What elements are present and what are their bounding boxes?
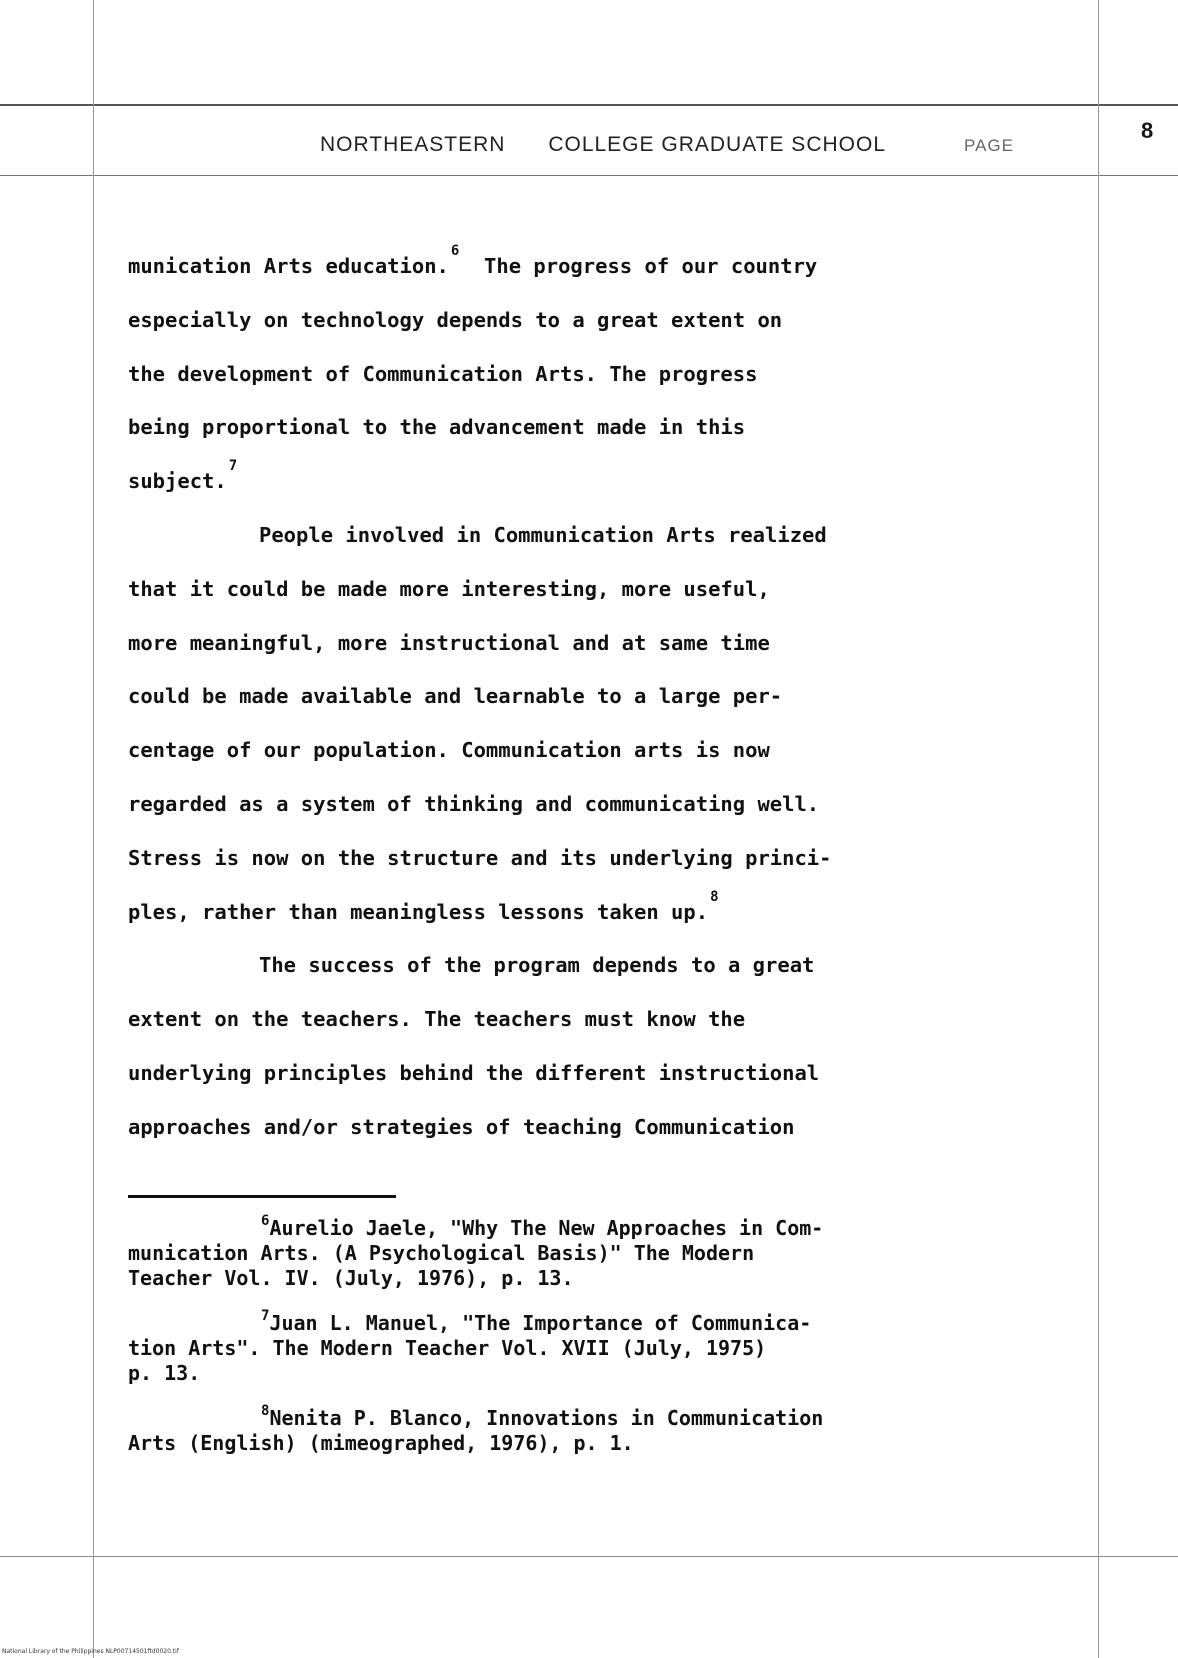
text-line-content: munication Arts education. xyxy=(128,254,449,278)
footnote-line xyxy=(128,1241,1098,1266)
body-text xyxy=(128,240,1098,1155)
text-line-content: being proportional to the advancement made in this xyxy=(128,415,746,440)
footnote-line xyxy=(128,1213,1098,1241)
text-line xyxy=(128,832,1098,886)
footnote-line xyxy=(128,1403,1098,1431)
page-number: 8 xyxy=(1141,118,1154,143)
footnote-line xyxy=(128,1308,1098,1336)
bottom-rule xyxy=(0,1556,1178,1557)
text-line-content: the development of Communication Arts. The progress xyxy=(128,361,758,386)
text-line xyxy=(128,886,1098,940)
text-line-content: approaches and/or strategies of teaching Communication xyxy=(128,1114,795,1139)
footnote-line-text: Juan L. Manuel, "The Importance of Communica- xyxy=(269,1311,812,1335)
footnote-line-text: p. 13. xyxy=(128,1361,201,1385)
footnote-line xyxy=(128,1361,1098,1386)
text-line xyxy=(128,240,1098,294)
text-line xyxy=(128,509,1098,563)
text-line-content: The success of the program depends to a great xyxy=(259,953,815,978)
footnote-line-text: Nenita P. Blanco, Innovations in Communication xyxy=(269,1406,824,1430)
footnote-6 xyxy=(128,1213,1098,1291)
scan-note: National Library of the Philippines NLP00714501ftd0020.tif xyxy=(2,1648,179,1655)
footnote-line-text: munication Arts. (A Psychological Basis)" The Modern xyxy=(128,1241,755,1265)
footnote-ref: 6 xyxy=(450,243,460,259)
text-line-content: especially on technology depends to a great extent on xyxy=(128,307,783,332)
footnote-line-text: Teacher Vol. IV. (July, 1976), p. 13. xyxy=(128,1266,574,1290)
footnote-7 xyxy=(128,1308,1098,1386)
footnote-line xyxy=(128,1431,1098,1456)
text-line-content: underlying principles behind the different instructional xyxy=(128,1060,820,1085)
header-college: COLLEGE GRADUATE SCHOOL xyxy=(548,133,886,156)
header-rule xyxy=(0,175,1178,176)
text-line xyxy=(128,455,1098,509)
text-line-content: Stress is now on the structure and its underlying princi- xyxy=(128,845,832,870)
text-line-continuation: The progress of our country xyxy=(459,254,818,278)
text-line-content: that it could be made more interesting, more useful, xyxy=(128,576,770,601)
top-rule xyxy=(0,104,1178,106)
text-line-content: centage of our population. Communication arts is now xyxy=(128,738,770,763)
text-line xyxy=(128,670,1098,724)
footnote-line-text: tion Arts". The Modern Teacher Vol. XVII (July, 1975) xyxy=(128,1336,767,1360)
text-line xyxy=(128,401,1098,455)
text-line-content: People involved in Communication Arts realized xyxy=(259,522,827,547)
left-margin-rule xyxy=(93,0,94,1658)
footnote-number: 7 xyxy=(261,1308,270,1324)
footnote-separator xyxy=(128,1195,396,1198)
text-line-content: more meaningful, more instructional and at same time xyxy=(128,630,770,655)
footnote-line xyxy=(128,1336,1098,1361)
footnote-line xyxy=(128,1266,1098,1291)
text-line xyxy=(128,294,1098,348)
footnote-8 xyxy=(128,1403,1098,1456)
footnote-number: 6 xyxy=(261,1213,270,1229)
header-page-label: PAGE xyxy=(964,136,1014,155)
text-line xyxy=(128,617,1098,671)
text-line xyxy=(128,1101,1098,1155)
footnote-number: 8 xyxy=(261,1403,270,1419)
text-line xyxy=(128,993,1098,1047)
page-header xyxy=(320,133,1020,157)
footnote-line-text: Aurelio Jaele, "Why The New Approaches in Com- xyxy=(269,1216,824,1240)
text-line-content: extent on the teachers. The teachers must know the xyxy=(128,1007,746,1032)
text-line xyxy=(128,348,1098,402)
text-line xyxy=(128,1047,1098,1101)
text-line-content: could be made available and learnable to a large per- xyxy=(128,684,783,709)
text-line-content: subject. xyxy=(128,469,227,494)
text-line xyxy=(128,563,1098,617)
footnotes xyxy=(128,1213,1098,1476)
footnote-line-text: Arts (English) (mimeographed, 1976), p. 1. xyxy=(128,1431,634,1455)
footnote-ref: 7 xyxy=(228,458,238,475)
text-line-content: regarded as a system of thinking and communicating well. xyxy=(128,791,820,816)
footnote-ref: 8 xyxy=(710,888,719,905)
text-line-content: ples, rather than meaningless lessons taken up. xyxy=(128,899,709,924)
text-line xyxy=(128,778,1098,832)
header-institution: NORTHEASTERN xyxy=(320,133,506,156)
text-line xyxy=(128,724,1098,778)
right-margin-rule xyxy=(1098,0,1099,1658)
text-line xyxy=(128,939,1098,993)
